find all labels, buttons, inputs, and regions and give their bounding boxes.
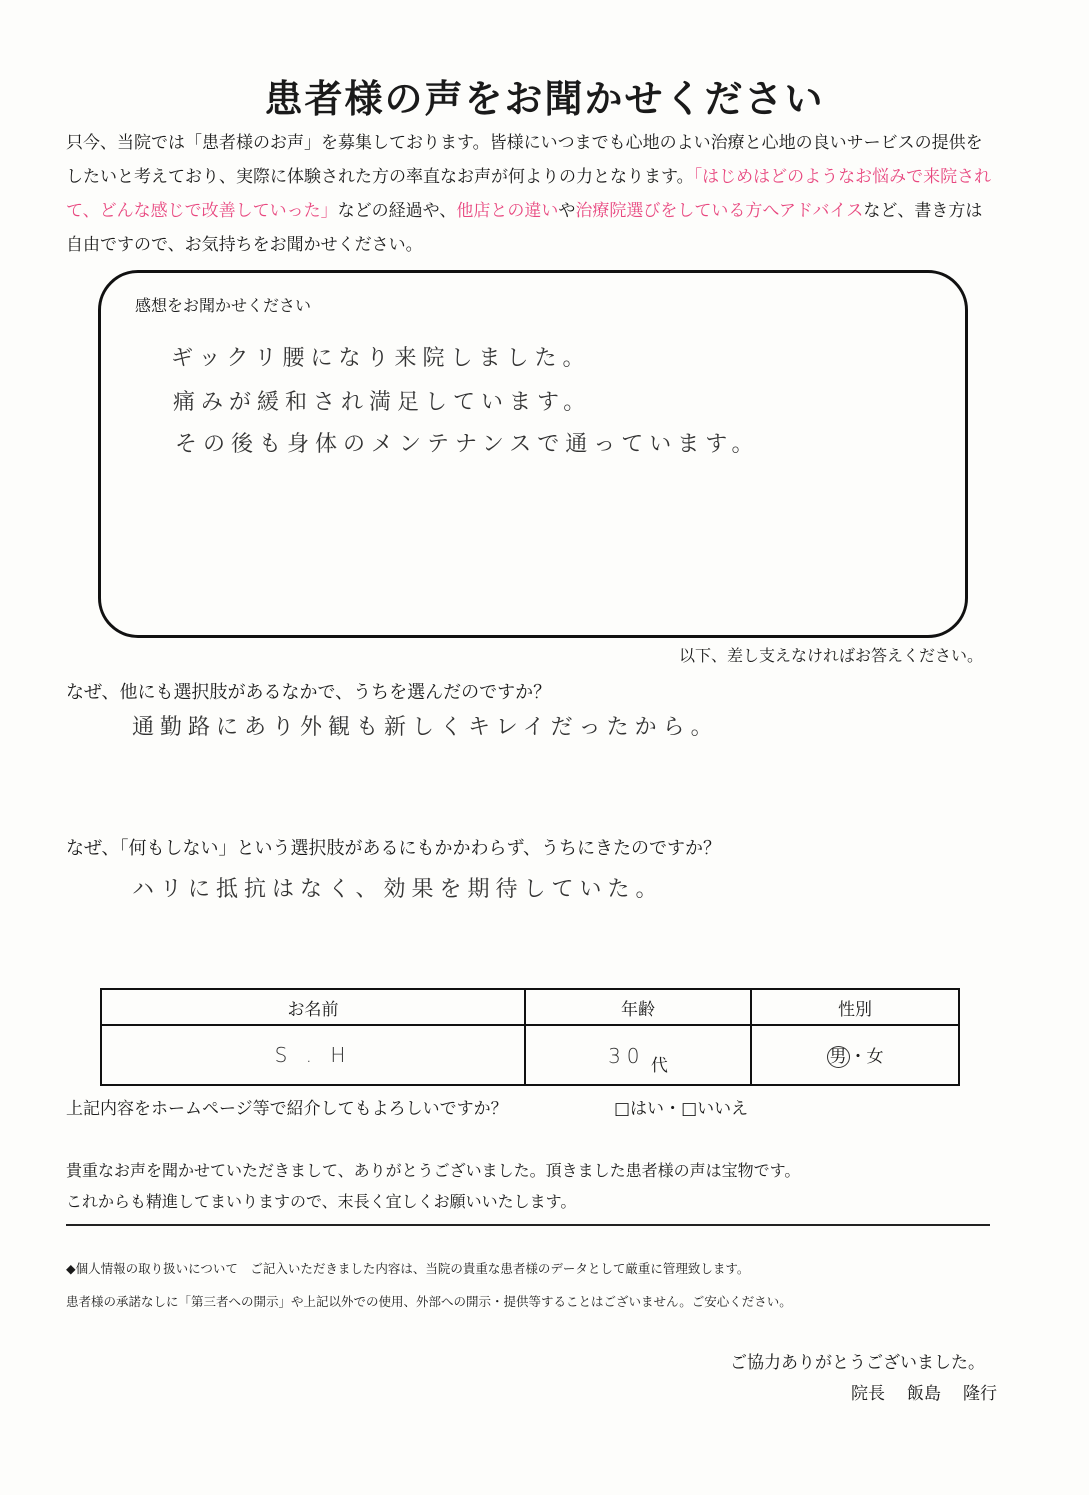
privacy-notice: [66, 1252, 792, 1318]
divider: [66, 1224, 990, 1226]
gender-separator: ・: [849, 1047, 867, 1067]
intro-highlight-3: 治療院選びをしている方へアドバイス: [575, 201, 864, 221]
intro-text-3: や: [558, 201, 576, 221]
intro-highlight-1: 「はじめはどのようなお悩みで来院されて、どんな感じで改善していった」: [66, 167, 992, 221]
signature-role: 院長: [851, 1384, 885, 1404]
intro-paragraph: [66, 126, 996, 262]
impression-label: 感想をお聞かせください: [135, 296, 312, 315]
impression-box: [98, 270, 968, 638]
name-value: S . H: [274, 1043, 352, 1067]
consent-question: 上記内容をホームページ等で紹介してもよろしいですか？: [66, 1099, 508, 1119]
signature-given: 隆行: [963, 1384, 997, 1404]
thanks-line: これからも精進してまいりますので、末長く宜しくお願いいたします。: [66, 1192, 577, 1211]
consent-options: [614, 1094, 748, 1119]
intro-text-1: 只今、当院では「患者様のお声」を募集しております。皆様にいつまでも心地のよい治療と心地の良いサービスの提供をしたいと考えており、実際に体験された方の率直なお声が何よりの力となります。: [66, 133, 983, 187]
consent-row: [66, 1094, 749, 1119]
name-value-cell: [101, 1025, 525, 1085]
question-2: なぜ、「何もしない」という選択肢があるにもかかわらず、うちにきたのですか？: [66, 838, 722, 859]
intro-text-4: など、書き方は自由ですので、お気持ちをお聞かせください。: [66, 201, 983, 255]
gender-male-circled: 男: [827, 1046, 850, 1068]
consent-separator: ・: [664, 1099, 682, 1119]
intro-text-2: などの経過や、: [337, 201, 457, 221]
signature: [851, 1379, 997, 1404]
page-title: 患者様の声をお聞かせください: [264, 77, 825, 121]
age-header: 年齢: [525, 989, 751, 1025]
closing-message: ご協力ありがとうございました。: [730, 1353, 985, 1373]
name-header: お名前: [101, 989, 525, 1025]
gender-header: 性別: [751, 989, 959, 1025]
intro-highlight-2: 他店との違い: [456, 201, 559, 221]
age-value-cell: [525, 1025, 751, 1085]
question-1: なぜ、他にも選択肢があるなかで、うちを選んだのですか？: [66, 682, 552, 703]
impression-line: その後も身体のメンテナンスで通っています。: [175, 432, 760, 457]
answer-1: 通勤路にあり外観も新しくキレイだったから。: [132, 715, 719, 740]
gender-value-cell: [751, 1025, 959, 1085]
signature-surname: 飯島: [907, 1384, 941, 1404]
consent-no-checkbox[interactable]: □いいえ: [681, 1099, 749, 1119]
answer-2: ハリに抵抗はなく、効果を期待していた。: [132, 877, 664, 902]
privacy-line: ◆個人情報の取り扱いについて ご記入いただきました内容は、当院の貴重な患者様のデータとして厳重に管理致します。: [66, 1261, 750, 1276]
consent-yes-checkbox[interactable]: □はい: [614, 1099, 665, 1119]
thanks-message: [66, 1155, 800, 1217]
impression-line: ギックリ腰になり来院しました。: [171, 346, 591, 371]
optional-note: 以下、差し支えなければお答えください。: [678, 646, 983, 665]
respondent-info-table: [100, 988, 960, 1086]
thanks-line: 貴重なお声を聞かせていただきまして、ありがとうございました。頂きました患者様の声は宝物です。: [66, 1161, 801, 1180]
privacy-line: 患者様の承諾なしに「第三者への開示」や上記以外での使用、外部への開示・提供等することはございません。ご安心ください。: [66, 1294, 792, 1309]
gender-female: 女: [866, 1047, 884, 1067]
age-value: 30: [608, 1043, 646, 1068]
age-suffix: 代: [650, 1055, 668, 1076]
impression-line: 痛みが緩和され満足しています。: [173, 390, 592, 415]
